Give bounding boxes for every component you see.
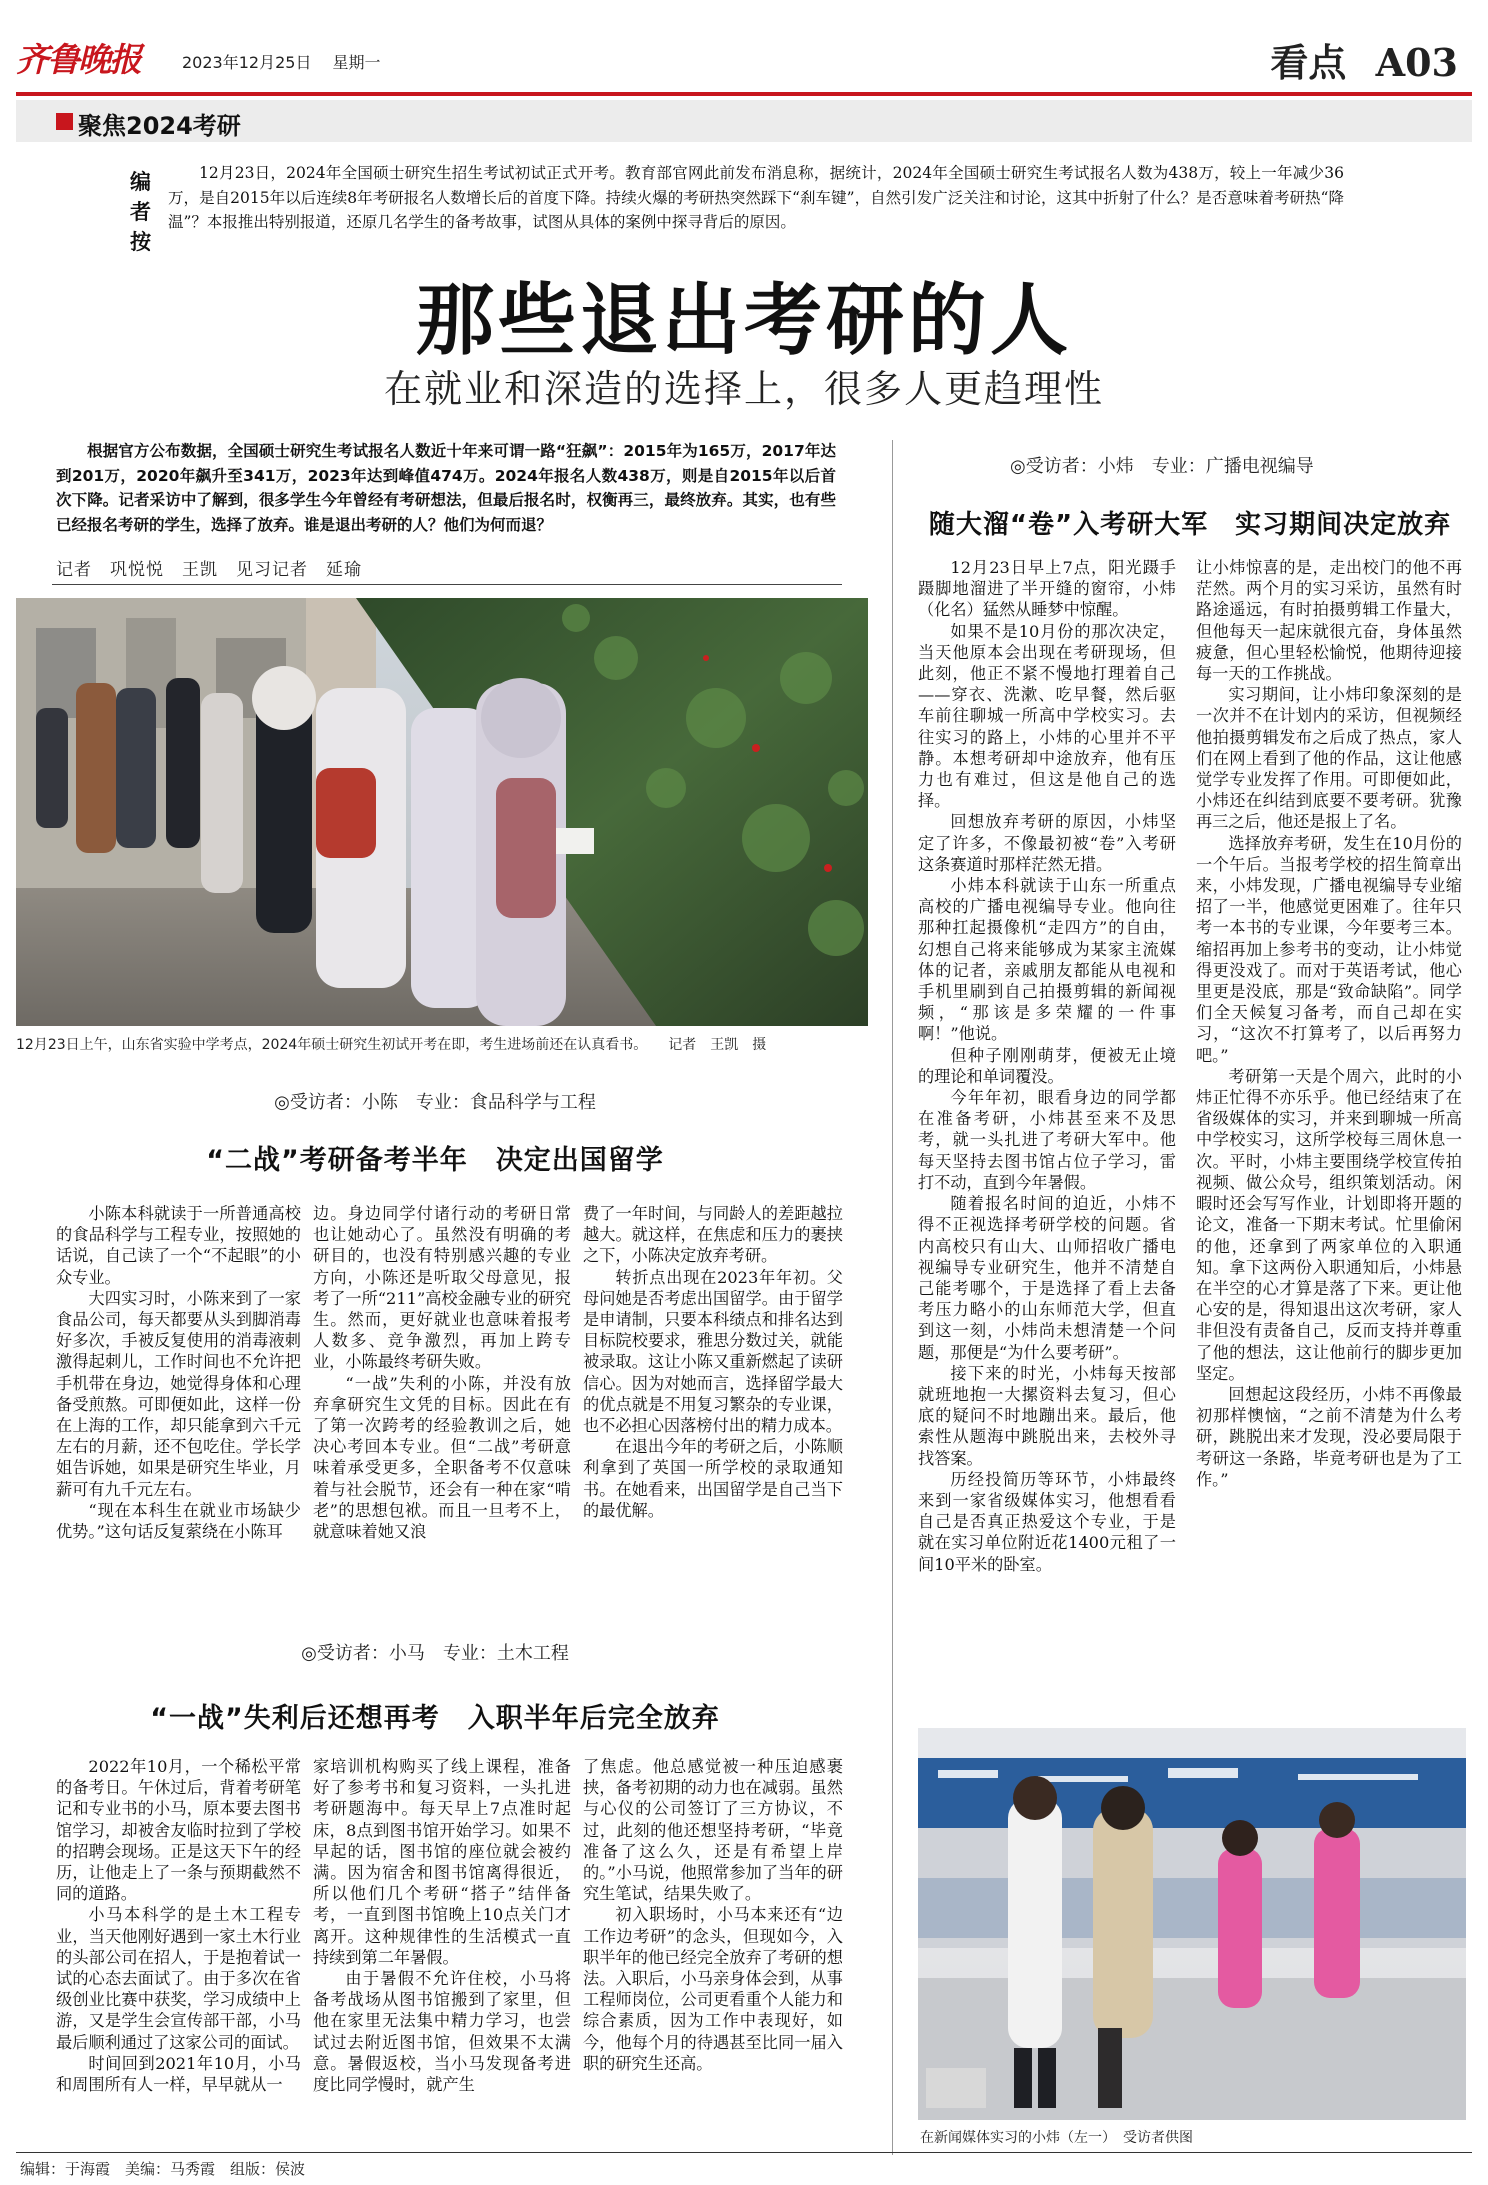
wei-p1: 12月23日早上7点，阳光蹑手蹑脚地溜进了半开缝的窗帘，小炜（化名）猛然从睡梦中惊醒。	[918, 558, 1176, 620]
header-red-rule	[16, 92, 1472, 96]
ma-interviewee: ◎受访者：小马 专业：土木工程	[301, 1643, 569, 1664]
wei-p2: 如果不是10月份的那次决定，当天他原本会出现在考研现场，但此刻，他正不紧不慢地打理着自己——穿衣、洗漱、吃早餐，然后驱车前往聊城一所高中学校实习。去往实习的路上，小炜的心里并不平静。本想考研却中途放弃，他有压力也有难过，但这是他自己的选择。	[918, 621, 1176, 811]
ma-p7: 初入职场时，小马本来还有“边工作边考研”的念头，但现如今，入职半年的他已经完全放弃了考研的想法。入职后，小马亲身体会到，从事工程师岗位，公司更看重个人能力和综合素质，因为工作中表现好，如今，他每个月的待遇甚至比同一届入职的研究生还高。	[583, 1905, 843, 2073]
chen-p7: 转折点出现在2023年年初。父母问她是否考虑出国留学。由于留学是申请制，只要本科绩点和排名达到目标院校要求，雅思分数过关，就能被录取。这让小陈又重新燃起了读研信心。因为对她而言，选择留学最大的优点就是不用复习繁杂的专业课，也不必担心因落榜付出的精力成本。	[583, 1267, 843, 1436]
internship-photo-image	[918, 1728, 1466, 2120]
wei-p14: 回想起这段经历，小炜不再像最初那样懊恼，“之前不清楚为什么考研，跳脱出来才发现，没必要局限于考研这一条路，毕竟考研也是为了工作。”	[1196, 1384, 1462, 1489]
ma-story-title: “一战”失利后还想再考 入职半年后完全放弃	[150, 1703, 720, 1734]
ma-p5: 由于暑假不允许住校，小马将备考战场从图书馆搬到了家里，但他在家里无法集中精力学习，也尝试过去附近图书馆，但效果不太满意。暑假返校，当小马发现备考进度比同学慢时，就产生	[313, 1969, 571, 2095]
wei-col-2	[1196, 557, 1462, 1725]
main-headline: 那些退出考研的人	[415, 275, 1072, 366]
vertical-divider	[892, 440, 893, 2155]
ma-col-2	[313, 1756, 571, 2148]
chen-interviewee: ◎受访者：小陈 专业：食品科学与工程	[274, 1092, 596, 1113]
ma-col-1	[56, 1756, 301, 2148]
photo2-caption: 在新闻媒体实习的小炜（左一） 受访者供图	[920, 2130, 1193, 2146]
wei-p8: 接下来的时光，小炜每天按部就班地抱一大摞资料去复习，但心底的疑问不时地蹦出来。最后，他索性从题海中跳脱出来，去校外寻找答案。	[918, 1363, 1176, 1468]
wei-p9: 历经投简历等环节，小炜最终来到一家省级媒体实习，他想看看自己是否真正热爱这个专业，于是就在实习单位附近花1400元租了一间10平米的卧室。	[918, 1469, 1176, 1574]
footer-credits: 编辑：于海霞 美编：马秀霞 组版：侯波	[20, 2160, 306, 2178]
chen-col-2	[313, 1203, 571, 1625]
internship-photo	[918, 1728, 1466, 2120]
wei-interviewee: ◎受访者：小炜 专业：广播电视编导	[1010, 456, 1314, 477]
ma-p6: 了焦虑。他总感觉被一种压迫感裹挟，备考初期的动力也在减弱。虽然与心仪的公司签订了三方协议，不过，此刻的他还想坚持考研，“毕竟准备了这么久，还是有希望上岸的。”小马说，他照常参加了当年的研究生笔试，结果失败了。	[583, 1757, 843, 1904]
chen-col-1	[56, 1203, 301, 1625]
chen-p1: 小陈本科就读于一所普通高校的食品科学与工程专业，按照她的话说，自己读了一个“不起眼”的小众专业。	[56, 1204, 301, 1287]
chen-p2: 大四实习时，小陈来到了一家食品公司，每天都要从头到脚消毒好多次，手被反复使用的消毒液刺激得起刺儿，工作时间也不允许把手机带在身边，她觉得身体和心理备受煎熬。可即便如此，这样一份在上海的工作，却只能拿到六千元左右的月薪，还不包吃住。学长学姐告诉她，如果是研究生毕业，月薪可有九千元左右。	[56, 1288, 301, 1499]
chen-p5: “一战”失利的小陈，并没有放弃拿研究生文凭的目标。因此在有了第一次跨考的经验教训之后，她决心考回本专业。但“二战”考研意味着承受更多，全职备考不仅意味着与社会脱节，还会有一种在家“啃老”的思想包袱。而且一旦考不上，就意味着她又浪	[313, 1373, 571, 1542]
page-number: A03	[1375, 40, 1458, 85]
chen-story-title: “二战”考研备考半年 决定出国留学	[206, 1145, 664, 1176]
chen-p4: 边。身边同学付诸行动的考研日常也让她动心了。虽然没有明确的考研目的，也没有特别感兴趣的专业方向，小陈还是听取父母意见，报考了一所“211”高校金融专业的研究生。然而，更好就业也意味着报考人数多、竞争激烈，再加上跨专业，小陈最终考研失败。	[313, 1204, 571, 1372]
ma-p3: 时间回到2021年10月，小马和周围所有人一样，早早就从一	[56, 2053, 301, 2095]
photo1-caption: 12月23日上午，山东省实验中学考点，2024年硕士研究生初试开考在即，考生进场前还在认真看书。 记者 王凯 摄	[16, 1037, 767, 1053]
wei-p3: 回想放弃考研的原因，小炜坚定了许多，不像最初被“卷”入考研这条赛道时那样茫然无措。	[918, 812, 1176, 874]
wei-p13: 考研第一天是个周六，此时的小炜正忙得不亦乐乎。他已经结束了在省级媒体的实习，并来到聊城一所高中学校实习，这所学校每三周休息一次。平时，小炜主要围绕学校宣传拍视频、做公众号，组织策划活动。闲暇时还会写写作业，计划即将开题的论文，准备一下期末考试。忙里偷闲的他，还拿到了两家单位的入职通知。拿下这两份入职通知后，小炜悬在半空的心才算是落了下来。更让他心安的是，得知退出这次考研，家人非但没有责备自己，反而支持并尊重了他的想法，这让他前行的脚步更加坚定。	[1196, 1066, 1462, 1383]
exam-site-photo-image	[16, 598, 868, 1026]
editor-note-label	[130, 167, 154, 257]
ma-p1: 2022年10月，一个稀松平常的备考日。午休过后，背着考研笔记和专业书的小马，原本要去图书馆学习，却被舍友临时拉到了学校的招聘会现场。正是这天下午的经历，让他走上了一条与预期截然不同的道路。	[56, 1757, 301, 1904]
wei-p7: 随着报名时间的迫近，小炜不得不正视选择考研学校的问题。省内高校只有山大、山师招收广播电视编导专业研究生，他并不清楚自己能考哪个，于是选择了看上去备考压力略小的山东师范大学，但直到这一刻，小炜尚未想清楚一个问题，那便是“为什么要考研”。	[918, 1194, 1176, 1362]
section-page	[1270, 32, 1458, 87]
wei-p6: 今年年初，眼看身边的同学都在准备考研，小炜甚至来不及思考，就一头扎进了考研大军中。他每天坚持去图书馆占位子学习，雷打不动，直到今年暑假。	[918, 1088, 1176, 1192]
exam-site-photo	[16, 598, 868, 1026]
main-subheadline: 在就业和深造的选择上，很多人更趋理性	[383, 367, 1104, 411]
footer-rule	[16, 2152, 1472, 2153]
wei-p4: 小炜本科就读于山东一所重点高校的广播电视编导专业。他向往那种扛起摄像机“走四方”的自由，幻想自己将来能够成为某家主流媒体的记者，亲戚朋友都能从电视和手机里刷到自己拍摄剪辑的新闻视频，“那该是多荣耀的一件事啊！”他说。	[918, 876, 1176, 1044]
editor-label-3: 按	[130, 230, 151, 254]
issue-date	[182, 50, 381, 73]
wei-p11: 实习期间，让小炜印象深刻的是一次并不在计划内的采访，但视频经他拍摄剪辑发布之后成了热点，家人们在网上看到了他的作品，这让他感觉学专业发挥了作用。可即便如此，小炜还在纠结到底要不要考研。犹豫再三之后，他还是报上了名。	[1196, 685, 1462, 832]
byline: 记者 巩悦悦 王凯 见习记者 延瑜	[56, 560, 362, 580]
banner-title: 聚焦2024考研	[78, 112, 241, 140]
chen-p8: 在退出今年的考研之后，小陈顺利拿到了英国一所学校的录取通知书。在她看来，出国留学是自己当下的最优解。	[583, 1437, 843, 1520]
wei-p12: 选择放弃考研，发生在10月份的一个午后。当报考学校的招生简章出来，小炜发现，广播电视编导专业缩招了一半，他感觉更困难了。往年只考一本书的专业课，今年要考三本。缩招再加上参考书的变动，让小炜觉得更没戏了。而对于英语考试，他心里更是没底，那是“致命缺陷”。同学们全天候复习备考，而自己却在实习，“这次不打算考了，以后再努力吧。”	[1196, 833, 1462, 1065]
masthead	[16, 34, 176, 79]
banner-marker	[56, 113, 73, 130]
wei-col-1	[918, 557, 1176, 1725]
ma-p2: 小马本科学的是土木工程专业，当天他刚好遇到一家土木行业的头部公司在招人，于是抱着试一试的心态去面试了。由于多次在省级创业比赛中获奖，学习成绩中上游，又是学生会宣传部干部，小马最后顺利通过了这家公司的面试。	[56, 1905, 301, 2052]
chen-p3: “现在本科生在就业市场缺少优势。”这句话反复萦绕在小陈耳	[56, 1500, 301, 1542]
topic-banner	[16, 100, 1472, 142]
wei-p10: 让小炜惊喜的是，走出校门的他不再茫然。两个月的实习采访，虽然有时路途遥远，有时拍摄剪辑工作量大，但他每天一起床就很亢奋，身体虽然疲惫，但心里轻松愉悦，他期待迎接每一天的工作挑战。	[1196, 558, 1462, 684]
editor-note-text: 12月23日，2024年全国硕士研究生招生考试初试正式开考。教育部官网此前发布消息称，据统计，2024年全国硕士研究生考试报名人数为438万，较上一年减少36万，是自2015年以后连续8年考研报名人数增长后的首度下降。持续火爆的考研热突然踩下“刹车键”，自然引发广泛关注和讨论，这其中折射了什么？是否意味着考研热“降温”？本报推出特别报道，还原几名学生的备考故事，试图从具体的案例中探寻背后的原因。	[168, 164, 1344, 231]
lead-paragraph: 根据官方公布数据，全国硕士研究生考试报名人数近十年来可谓一路“狂飙”：2015年为165万，2017年达到201万，2020年飙升至341万，2023年达到峰值474万。2024年报名人数438万，则是自2015年以后首次下降。记者采访中了解到，很多学生今年曾经有考研想法，但最后报名时，权衡再三，最终放弃。其实，也有些已经报名考研的学生，选择了放弃。谁是退出考研的人？他们为何而退？	[56, 442, 836, 534]
section-name: 看点	[1270, 40, 1347, 85]
masthead-logo: 齐鲁晚报	[16, 40, 140, 79]
weekday-text: 星期一	[332, 53, 381, 72]
chen-col-3	[583, 1203, 843, 1625]
ma-p4: 家培训机构购买了线上课程，准备好了参考书和复习资料，一头扎进考研题海中。每天早上7点准时起床，8点到图书馆开始学习。如果不早起的话，图书馆的座位就会被约满。因为宿舍和图书馆离得很近，所以他们几个考研“搭子”结伴备考，一直到图书馆晚上10点关门才离开。这种规律性的生活模式一直持续到第二年暑假。	[313, 1757, 571, 1967]
byline-rule	[52, 584, 842, 585]
editor-label-2: 者	[130, 200, 151, 224]
ma-col-3	[583, 1756, 843, 2148]
date-text: 2023年12月25日	[182, 53, 312, 72]
wei-p5: 但种子刚刚萌芽，便被无止境的理论和单词覆没。	[918, 1045, 1176, 1086]
wei-story-title: 随大溜“卷”入考研大军 实习期间决定放弃	[928, 510, 1452, 540]
chen-p6: 费了一年时间，与同龄人的差距越拉越大。就这样，在焦虑和压力的裹挟之下，小陈决定放弃考研。	[583, 1204, 843, 1266]
editor-label-1: 编	[130, 170, 151, 194]
